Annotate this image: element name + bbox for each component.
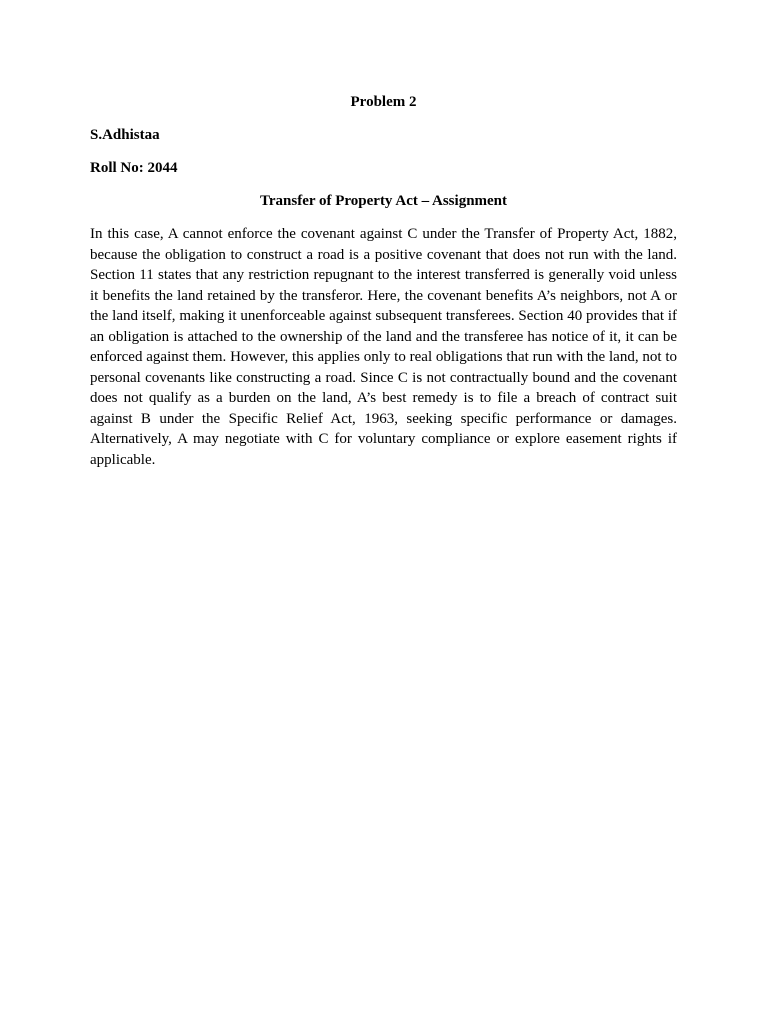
roll-number: Roll No: 2044 (90, 160, 178, 176)
problem-title: Problem 2 (350, 94, 417, 110)
document-page (90, 92, 677, 470)
body-paragraph: In this case, A cannot enforce the covenant against C under the Transfer of Property Act, 1882, because the obligation to construct a road is a positive covenant that does not run with the land. Section 11 states that any restriction repugnant to the interest transferred is generally void unless it benefits the land retained by the transferor. Here, the covenant benefits A’s neighbors, not A or the land itself, making it unenforceable against subsequent transferees. Section 40 provides that if an obligation is attached to the ownership of the land and the transferee has notice of it, it can be enforced against them. However, this applies only to real obligations that run with the land, not to personal covenants like constructing a road. Since C is not contractually bound and the covenant does not qualify as a burden on the land, A’s best remedy is to file a breach of contract suit against B under the Specific Relief Act, 1963, seeking specific performance or damages. Alternatively, A may negotiate with C for voluntary compliance or explore easement rights if applicable. (90, 226, 677, 468)
assignment-title: Transfer of Property Act – Assignment (259, 193, 508, 209)
student-name: S.Adhistaa (90, 127, 160, 143)
